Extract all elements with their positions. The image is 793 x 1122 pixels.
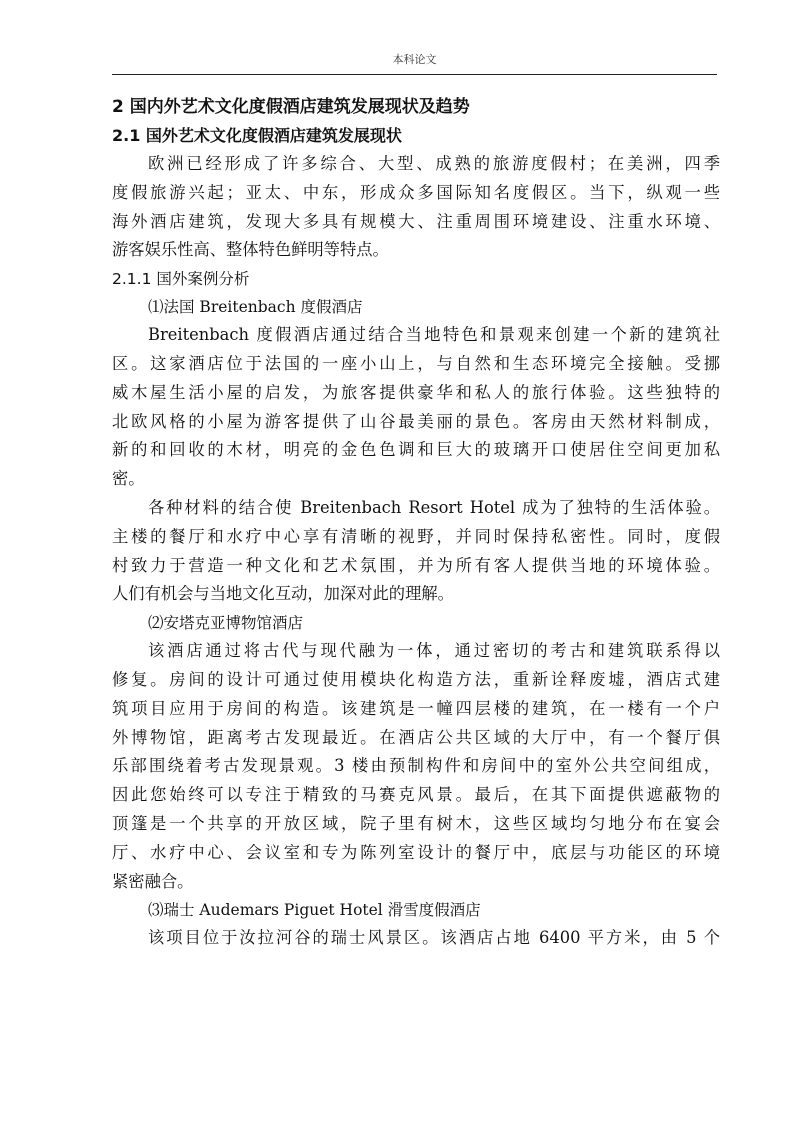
- paragraph-breitenbach-2: [112, 494, 720, 609]
- text-line: 人们有机会与当地文化互动，加深对此的理解。: [112, 584, 454, 604]
- text-line: 乐部围绕着考古发现景观。3 楼由预制构件和房间中的室外公共空间组成，: [112, 756, 720, 776]
- header-text: 本科论文: [392, 53, 437, 66]
- text-line: 区。这家酒店位于法国的一座小山上，与自然和生态环境完全接触。受挪: [112, 353, 720, 373]
- paragraph-breitenbach-1: [112, 321, 720, 494]
- section-heading: 2.1 国外艺术文化度假酒店建筑发展现状: [112, 126, 402, 145]
- case-item-antakya: ⑵安塔克亚博物馆酒店: [148, 614, 304, 633]
- text-line: 游客娱乐性高、整体特色鲜明等特点。: [112, 240, 389, 260]
- text-line: 厅、水疗中心、会议室和专为陈列室设计的餐厅中，底层与功能区的环境: [112, 842, 720, 862]
- text-line: 密。: [112, 469, 145, 489]
- paragraph-antakya: [112, 637, 720, 896]
- text-line: 外博物馆，距离考古发现最近。在酒店公共区域的大厅中，有一个餐厅俱: [112, 727, 720, 747]
- text-line: 筑项目应用于房间的构造。该建筑是一幢四层楼的建筑，在一楼有一个户: [112, 698, 720, 718]
- text-line: 该酒店通过将古代与现代融为一体，通过密切的考古和建筑联系得以: [148, 641, 720, 661]
- subsection-heading: 2.1.1 国外案例分析: [112, 270, 250, 289]
- text-line: 威木屋生活小屋的启发，为旅客提供豪华和私人的旅行体验。这些独特的: [112, 382, 720, 402]
- case-item-breitenbach: ⑴法国 Breitenbach 度假酒店: [148, 298, 363, 317]
- text-line: 欧洲已经形成了许多综合、大型、成熟的旅游度假村；在美洲，四季: [148, 154, 720, 173]
- text-line: 因此您始终可以专注于精致的马赛克风景。最后，在其下面提供遮蔽物的: [112, 785, 720, 805]
- text-line: 紧密融合。: [112, 871, 194, 891]
- text-line: 顶篷是一个共享的开放区域，院子里有树木，这些区域均匀地分布在宴会: [112, 813, 720, 833]
- page-body: [112, 92, 720, 953]
- text-line: 海外酒店建筑，发现大多具有规模大、注重周围环境建设、注重水环境、: [112, 211, 720, 231]
- text-line: 新的和回收的木材，明亮的金色色调和巨大的玻璃开口使居住空间更加私: [112, 440, 720, 460]
- text-line: 村致力于营造一种文化和艺术氛围，并为所有客人提供当地的环境体验。: [112, 555, 720, 575]
- text-line: 度假旅游兴起；亚太、中东，形成众多国际知名度假区。当下，纵观一些: [112, 182, 720, 202]
- chapter-heading: 2 国内外艺术文化度假酒店建筑发展现状及趋势: [112, 97, 470, 117]
- text-line: Breitenbach 度假酒店通过结合当地特色和景观来创建一个新的建筑社: [148, 325, 720, 345]
- text-line: 各种材料的结合使 Breitenbach Resort Hotel 成为了独特的生活体验。: [148, 497, 720, 517]
- page-header: [112, 52, 717, 75]
- paragraph-overview: [112, 150, 720, 265]
- text-line: 北欧风格的小屋为游客提供了山谷最美丽的景色。客房由天然材料制成，: [112, 411, 720, 431]
- case-item-audemars-piguet: ⑶瑞士 Audemars Piguet Hotel 滑雪度假酒店: [148, 901, 481, 920]
- paragraph-audemars-piguet: [112, 924, 720, 953]
- text-line: 主楼的餐厅和水疗中心享有清晰的视野，并同时保持私密性。同时，度假: [112, 526, 720, 546]
- text-line: 该项目位于汝拉河谷的瑞士风景区。该酒店占地 6400 平方米，由 5 个: [148, 928, 720, 948]
- text-line: 修复。房间的设计可通过使用模块化构造方法，重新诠释废墟，酒店式建: [112, 669, 720, 689]
